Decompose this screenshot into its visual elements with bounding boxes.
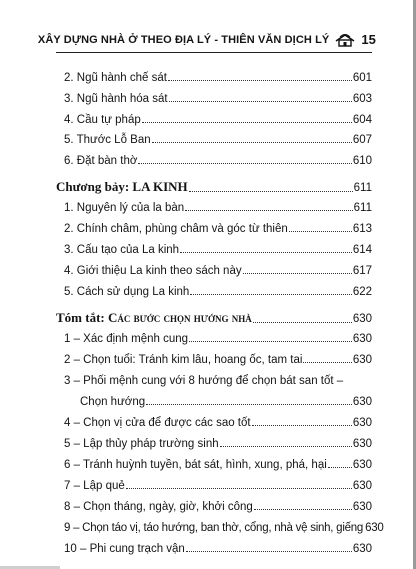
toc-entry-page: 603 xyxy=(352,93,372,105)
toc-entry-label: 10 – Phi cung trạch vận xyxy=(64,543,185,555)
toc-entry-label: 4. Cầu tự pháp xyxy=(64,114,141,126)
dot-leader xyxy=(168,79,352,81)
toc-entry-label: 1 – Xác định mệnh cung xyxy=(64,333,189,345)
toc-entry-page: 630 xyxy=(352,438,372,450)
dot-leader xyxy=(328,466,352,468)
toc-entry-label: 2 – Chọn tuổi: Tránh kim lâu, hoang ốc, tam tai xyxy=(64,354,303,366)
toc-entry-page: 630 xyxy=(352,354,372,366)
toc-entry xyxy=(64,354,372,366)
dot-leader xyxy=(169,100,352,102)
toc-entry-page: 607 xyxy=(352,134,372,146)
toc-entry-label: 2. Chính châm, phùng châm và góc từ thiên xyxy=(64,223,288,235)
toc-entry-first-line xyxy=(64,375,372,387)
toc-entry-page: 614 xyxy=(352,244,372,256)
dot-leader xyxy=(126,487,352,489)
toc-entry-label: 9 – Chọn táo vị, táo hướng, ban thờ, cổng, nhà vệ sinh, giếng xyxy=(64,522,364,534)
toc-entry xyxy=(64,223,372,235)
toc-entry-page: 604 xyxy=(352,114,372,126)
toc-chapter-page: 611 xyxy=(353,182,372,194)
toc-entry-label: 4 – Chọn vị cửa để được các sao tốt xyxy=(64,417,251,429)
toc-summary-page: 630 xyxy=(352,313,372,325)
dot-leader xyxy=(138,162,351,164)
toc-summary-label xyxy=(56,310,252,326)
toc-entry xyxy=(64,286,372,298)
dot-leader xyxy=(186,550,352,552)
dot-leader xyxy=(142,121,352,123)
toc-entry-continuation xyxy=(80,396,372,408)
toc-entry-page: 630 xyxy=(352,396,372,408)
house-icon xyxy=(335,33,355,47)
toc-entry-page: 630 xyxy=(352,543,372,555)
toc-entry xyxy=(64,114,372,126)
toc-entry-page: 630 xyxy=(352,480,372,492)
toc-entry-page: 630 xyxy=(365,522,384,534)
toc-entry xyxy=(64,155,372,167)
toc-entry-label: Chọn hướng xyxy=(80,396,146,408)
toc-entry-page: 617 xyxy=(352,265,372,277)
toc-summary-title: Các bước chọn hướng nhà xyxy=(108,310,252,325)
dot-leader xyxy=(252,424,352,426)
toc-entry-label: 6. Đặt bàn thờ xyxy=(64,155,138,167)
toc-entry-page: 601 xyxy=(352,72,372,84)
toc-entry-page: 613 xyxy=(352,223,372,235)
toc-entry-page: 630 xyxy=(352,501,372,513)
toc-entry-label: 7 – Lập quẻ xyxy=(64,480,125,492)
toc-entry-label: 5 – Lập thủy pháp trường sinh xyxy=(64,438,219,450)
dot-leader xyxy=(254,508,352,510)
header-rule xyxy=(56,52,372,53)
toc-entry-label: 1. Nguyên lý của la bàn xyxy=(64,202,185,214)
dot-leader xyxy=(180,251,352,253)
toc-entry xyxy=(64,459,372,471)
dot-leader xyxy=(189,340,352,342)
toc-entry-label: 2. Ngũ hành chế sát xyxy=(64,72,167,84)
toc-chapter xyxy=(56,179,372,195)
toc-entry-page: 622 xyxy=(352,286,372,298)
toc-entry-page: 610 xyxy=(352,155,372,167)
dot-leader xyxy=(303,361,351,363)
dot-leader xyxy=(152,141,352,143)
toc-entry xyxy=(64,265,372,277)
dot-leader xyxy=(146,403,352,405)
toc-entry xyxy=(64,202,372,214)
toc-entry-label: 8 – Chọn tháng, ngày, giờ, khởi công xyxy=(64,501,253,513)
toc-entry-label: 3. Ngũ hành hóa sát xyxy=(64,93,168,105)
toc-entry-label: 3 – Phối mệnh cung với 8 hướng để chọn bát san tốt – xyxy=(64,375,344,387)
dot-leader xyxy=(253,321,352,323)
toc-entry xyxy=(64,480,372,492)
toc-entry-label: 6 – Tránh huỳnh tuyền, bát sát, hình, xung, phá, hại xyxy=(64,459,327,471)
toc-entry-page: 630 xyxy=(352,333,372,345)
dot-leader xyxy=(220,445,352,447)
toc-entry xyxy=(64,244,372,256)
dot-leader xyxy=(190,293,351,295)
toc-entry xyxy=(64,93,372,105)
toc-entry-label: 4. Giới thiệu La kinh theo sách này xyxy=(64,265,242,277)
toc-entry xyxy=(64,438,372,450)
dot-leader xyxy=(289,230,352,232)
toc-entry xyxy=(64,522,384,534)
toc-summary-prefix: Tóm tắt: xyxy=(56,310,108,325)
toc-entry xyxy=(64,333,372,345)
toc-entry-label: 5. Thước Lỗ Ban xyxy=(64,134,151,146)
toc-entry xyxy=(64,134,372,146)
toc-chapter-label: Chương bảy: LA KINH xyxy=(56,179,188,194)
dot-leader xyxy=(243,272,352,274)
toc-entry-page: 630 xyxy=(352,459,372,471)
toc-entry xyxy=(64,543,372,555)
toc-entry-page: 630 xyxy=(352,417,372,429)
toc-entry-page: 611 xyxy=(353,202,372,214)
toc-entry-label: 3. Cấu tạo của La kinh xyxy=(64,244,180,256)
toc-entry-label: 5. Cách sử dụng La kinh xyxy=(64,286,190,298)
toc-entry xyxy=(64,72,372,84)
page-number: 15 xyxy=(361,32,376,47)
toc-entry xyxy=(64,417,372,429)
running-header xyxy=(0,32,376,47)
running-title: XÂY DỰNG NHÀ Ở THEO ĐỊA LÝ - THIÊN VĂN DỊCH LÝ xyxy=(37,33,330,46)
toc-entry xyxy=(64,501,372,513)
dot-leader xyxy=(189,190,353,192)
toc-summary-heading xyxy=(56,310,372,326)
dot-leader xyxy=(185,209,352,211)
